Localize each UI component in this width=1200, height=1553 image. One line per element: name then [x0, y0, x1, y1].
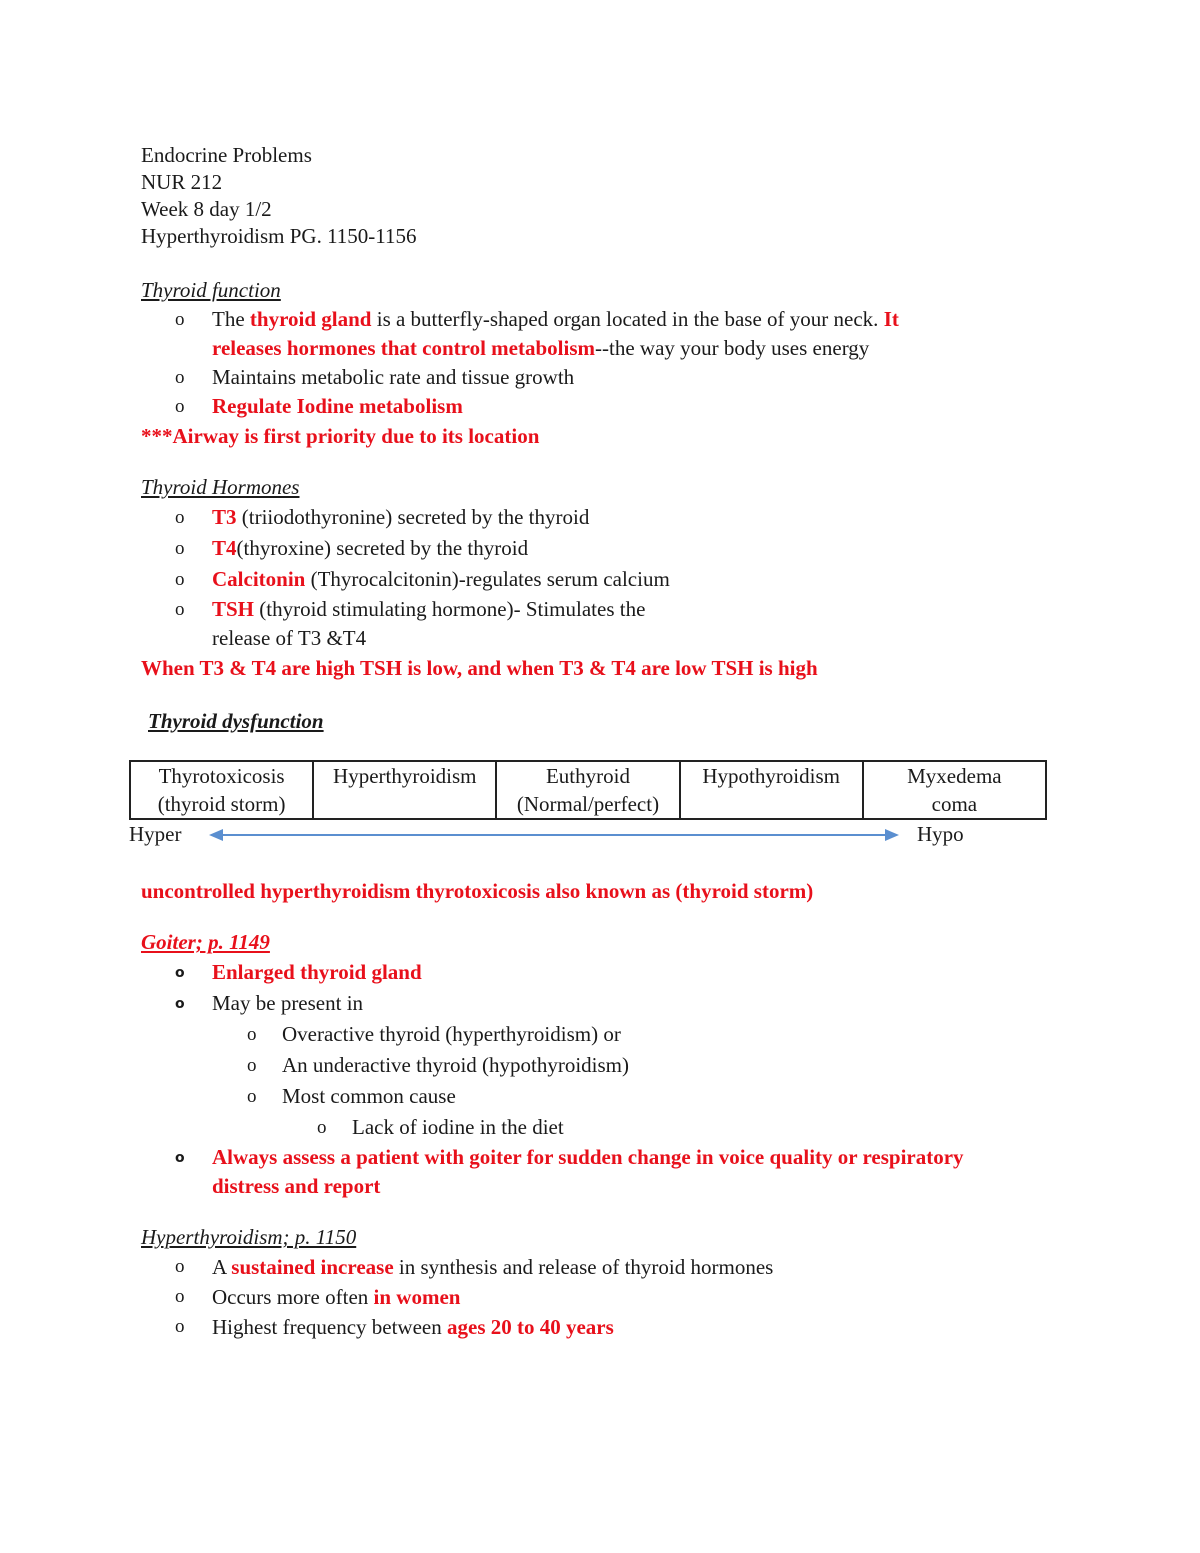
bullet-marker: o	[317, 1117, 327, 1138]
bold-bullet-marker: o	[175, 1150, 185, 1166]
text: is a butterfly-shaped organ located in the base of your neck.	[371, 307, 884, 331]
text: Lack of iodine in the diet	[352, 1115, 564, 1139]
bold-bullet-marker: o	[175, 996, 185, 1012]
list-item	[141, 564, 1061, 595]
text: The	[212, 307, 250, 331]
spectrum-arrow-row	[129, 820, 1047, 850]
text: release of T3 &T4	[212, 626, 367, 650]
highlight-text: Regulate Iodine metabolism	[212, 394, 463, 418]
list-item	[141, 1312, 1061, 1342]
highlight-text: T4	[212, 536, 237, 560]
list-item	[141, 392, 1061, 421]
list-item	[141, 305, 1061, 363]
section-heading-goiter: Goiter; p. 1149	[141, 930, 270, 954]
bullet-marker: o	[247, 1086, 257, 1107]
list-item	[141, 1050, 1061, 1081]
highlight-text: Always assess a patient with goiter for sudden change in voice quality or respiratory	[212, 1145, 964, 1169]
list-item	[141, 988, 1061, 1019]
course-topic: Hyperthyroidism PG. 1150-1156	[141, 224, 417, 248]
bullet-marker: o	[175, 569, 185, 590]
list-item	[141, 1143, 1061, 1201]
list-item	[141, 1019, 1061, 1050]
highlight-text: T3	[212, 505, 237, 529]
text: May be present in	[212, 991, 364, 1015]
bullet-marker: o	[175, 1256, 185, 1277]
text: in synthesis and release of thyroid hormones	[393, 1255, 774, 1279]
text: (Thyrocalcitonin)-regulates serum calcium	[305, 567, 670, 591]
course-title: Endocrine Problems	[141, 143, 312, 167]
bullet-marker: o	[175, 538, 185, 559]
list-item	[141, 1252, 1061, 1282]
highlight-text: Calcitonin	[212, 567, 306, 591]
section-heading-thyroid-hormones: Thyroid Hormones	[141, 475, 300, 499]
list-item	[141, 502, 1061, 533]
highlight-text: ages 20 to 40 years	[447, 1315, 614, 1339]
bullet-marker: o	[175, 599, 185, 620]
list-item	[141, 1112, 1061, 1143]
list-item	[141, 533, 1061, 564]
hyperthyroidism-list	[141, 1252, 1061, 1342]
bullet-marker: o	[175, 1316, 185, 1337]
double-arrow-icon	[209, 826, 899, 844]
table-cell: Hyperthyroidism	[313, 761, 496, 819]
bullet-marker: o	[247, 1024, 257, 1045]
thyroid-hormones-list	[141, 502, 1061, 653]
text: (thyroid stimulating hormone)- Stimulates the	[254, 597, 646, 621]
goiter-list	[141, 957, 1061, 1201]
highlight-text: releases hormones that control metabolism	[212, 336, 596, 360]
text: Maintains metabolic rate and tissue growth	[212, 365, 575, 389]
list-item	[141, 363, 1061, 392]
thyroid-storm-note: uncontrolled hyperthyroidism thyrotoxicosis also known as (thyroid storm)	[141, 879, 814, 903]
text: A	[212, 1255, 232, 1279]
course-week: Week 8 day 1/2	[141, 197, 272, 221]
hypo-label: Hypo	[917, 822, 964, 846]
bullet-marker: o	[175, 1286, 185, 1307]
text: (triiodothyronine) secreted by the thyroid	[236, 505, 590, 529]
list-item	[141, 957, 1061, 988]
bullet-marker: o	[175, 396, 185, 417]
hyper-label: Hyper	[129, 822, 182, 846]
text: (thyroxine) secreted by the thyroid	[236, 536, 529, 560]
bold-bullet-marker: o	[175, 965, 185, 981]
table-cell: Myxedema coma	[863, 761, 1046, 819]
table-row	[130, 761, 1046, 819]
course-code: NUR 212	[141, 170, 223, 194]
section-heading-thyroid-function: Thyroid function	[141, 278, 281, 302]
document-page	[129, 142, 1061, 1342]
thyroid-function-list	[141, 305, 1061, 421]
highlight-text: thyroid gland	[249, 307, 372, 331]
section-heading-hyperthyroidism: Hyperthyroidism; p. 1150	[141, 1225, 357, 1249]
text: An underactive thyroid (hypothyroidism)	[282, 1053, 630, 1077]
text: --the way your body uses energy	[595, 336, 870, 360]
list-item	[141, 1282, 1061, 1312]
airway-note: ***Airway is first priority due to its location	[141, 424, 540, 448]
bullet-marker: o	[175, 507, 185, 528]
list-item	[141, 595, 1061, 653]
text: Highest frequency between	[212, 1315, 447, 1339]
bullet-marker: o	[175, 367, 185, 388]
list-item	[141, 1081, 1061, 1112]
bullet-marker: o	[175, 309, 185, 330]
text: Overactive thyroid (hyperthyroidism) or	[282, 1022, 621, 1046]
highlight-text: It	[883, 307, 899, 331]
table-cell: Hypothyroidism	[680, 761, 863, 819]
thyroid-spectrum-table	[129, 760, 1047, 820]
bullet-marker: o	[247, 1055, 257, 1076]
highlight-text: TSH	[212, 597, 255, 621]
tsh-relationship-note: When T3 & T4 are high TSH is low, and when T3 & T4 are low TSH is high	[141, 656, 818, 680]
highlight-text: distress and report	[212, 1174, 381, 1198]
table-cell: Thyrotoxicosis (thyroid storm)	[130, 761, 313, 819]
highlight-text: in women	[373, 1285, 461, 1309]
text: Occurs more often	[212, 1285, 374, 1309]
highlight-text: sustained increase	[231, 1255, 394, 1279]
section-heading-thyroid-dysfunction: Thyroid dysfunction	[148, 709, 324, 733]
table-cell: Euthyroid (Normal/perfect)	[496, 761, 679, 819]
text: Most common cause	[282, 1084, 456, 1108]
highlight-text: Enlarged thyroid gland	[212, 960, 422, 984]
